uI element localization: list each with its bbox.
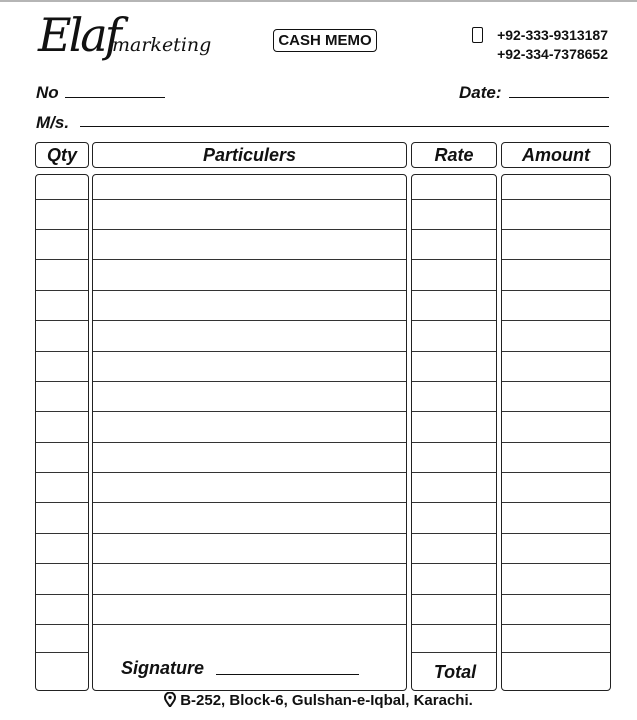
row-line [93,533,406,534]
row-line [502,472,610,473]
row-line [36,594,88,595]
row-line [36,533,88,534]
logo-script: Elaf [38,8,119,62]
row-line [412,199,496,200]
row-line [93,472,406,473]
row-line [412,652,496,653]
row-line [36,259,88,260]
row-line [36,563,88,564]
row-line [502,652,610,653]
row-line [502,594,610,595]
row-line [502,624,610,625]
row-line [93,381,406,382]
row-line [502,502,610,503]
particulars-column[interactable] [92,174,407,691]
row-line [502,533,610,534]
row-line [502,381,610,382]
row-line [412,381,496,382]
address [0,692,637,709]
row-line [412,594,496,595]
row-line [502,229,610,230]
header-rate: Rate [411,142,497,168]
ms-field[interactable] [80,126,609,127]
row-line [36,652,88,653]
ms-label: M/s. [36,113,70,132]
date-label: Date: [459,83,502,102]
row-line [36,290,88,291]
location-pin-icon [164,692,176,707]
cash-memo-title: CASH MEMO [273,29,377,52]
row-line [36,320,88,321]
date-field[interactable] [509,97,609,98]
row-line [412,411,496,412]
qty-column[interactable] [35,174,89,691]
logo-subtitle: marketing [112,34,212,56]
row-line [93,442,406,443]
row-line [412,351,496,352]
row-line [36,381,88,382]
row-line [93,351,406,352]
row-line [412,624,496,625]
rate-column[interactable] [411,174,497,691]
row-line [502,320,610,321]
row-line [502,290,610,291]
row-line [93,502,406,503]
row-line [412,563,496,564]
row-line [36,624,88,625]
row-line [412,290,496,291]
row-line [502,442,610,443]
no-field[interactable] [65,97,165,98]
row-line [93,199,406,200]
header-amount: Amount [501,142,611,168]
address-text: B-252, Block-6, Gulshan-e-Iqbal, Karachi. [180,692,473,709]
amount-column[interactable] [501,174,611,691]
row-line [36,199,88,200]
row-line [93,320,406,321]
header-particulars: Particulers [92,142,407,168]
row-line [412,229,496,230]
row-line [412,259,496,260]
total-label: Total [433,662,477,682]
mobile-phone-icon [472,27,483,43]
row-line [412,442,496,443]
row-line [93,563,406,564]
row-line [93,259,406,260]
row-line [93,624,406,625]
row-line [36,502,88,503]
row-line [93,229,406,230]
row-line [93,411,406,412]
row-line [36,472,88,473]
row-line [412,502,496,503]
phone-1: +92-333-9313187 [497,27,608,43]
header-qty: Qty [35,142,89,168]
row-line [502,199,610,200]
row-line [412,320,496,321]
row-line [36,411,88,412]
row-line [93,594,406,595]
row-line [502,411,610,412]
no-label: No [36,83,59,102]
row-line [36,351,88,352]
row-line [36,442,88,443]
row-line [412,472,496,473]
phone-2: +92-334-7378652 [497,46,608,62]
row-line [502,351,610,352]
signature-field[interactable] [216,674,359,675]
signature-label: Signature [121,658,205,678]
row-line [502,259,610,260]
row-line [36,229,88,230]
row-line [502,563,610,564]
row-line [93,290,406,291]
row-line [412,533,496,534]
